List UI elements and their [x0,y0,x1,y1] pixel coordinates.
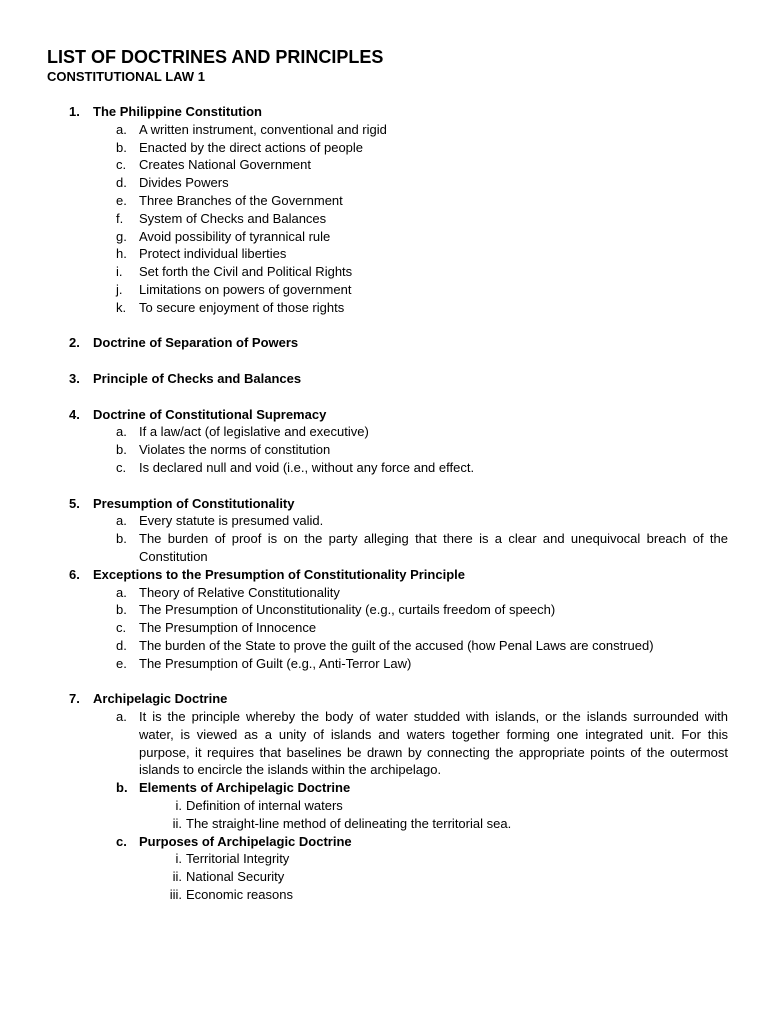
sub-item-label: i. [116,264,123,280]
item-number: 3. [69,370,80,386]
sub-item-text: The burden of the State to prove the guilt of the accused (how Penal Laws are construed) [139,637,654,653]
doctrine-item [47,495,728,566]
nested-sub-item-label: i. [175,798,182,814]
nested-sub-item [47,797,728,815]
sub-item-label: f. [116,210,124,226]
nested-sub-item-text: National Security [186,869,285,885]
sub-item-label: c. [116,833,127,849]
list-spacer [47,352,728,370]
sub-item-label: e. [116,192,127,208]
sub-item-text: Three Branches of the Government [139,192,343,208]
item-heading-text: Doctrine of Constitutional Supremacy [93,406,327,422]
sub-item-label: a. [116,709,127,725]
item-number: 5. [69,495,80,511]
sub-item [47,441,728,459]
sub-item-text: The burden of proof is on the party alleging that there is a clear and unequivocal breach of the Constitution [139,531,728,564]
sub-item [47,281,728,299]
item-heading-text: Doctrine of Separation of Powers [93,335,299,351]
doctrine-heading [47,370,728,388]
sub-item-label: b. [116,531,127,547]
sub-item-text: If a law/act (of legislative and executive) [139,424,369,440]
nested-sub-item-text: Definition of internal waters [186,798,343,814]
list-spacer [47,388,728,406]
doctrine-list [47,103,728,904]
doctrine-heading [47,406,728,424]
sub-item-text: Elements of Archipelagic Doctrine [139,780,351,796]
nested-sub-list [47,850,728,903]
sub-item-text: System of Checks and Balances [139,210,327,226]
doctrine-item [47,690,728,904]
sub-item [47,601,728,619]
sub-item-text: Theory of Relative Constitutionality [139,584,340,600]
sub-item-label: j. [116,281,123,297]
doctrine-heading [47,334,728,352]
sub-item-text: Protect individual liberties [139,246,287,262]
item-heading-text: Principle of Checks and Balances [93,370,302,386]
sub-item-label: d. [116,637,127,653]
document-subtitle: CONSTITUTIONAL LAW 1 [47,69,205,84]
sub-item [47,779,728,797]
doctrine-item [47,566,728,673]
sub-item [47,192,728,210]
sub-item [47,121,728,139]
sub-item-text: The Presumption of Innocence [139,620,317,636]
sub-item-text: Limitations on powers of government [139,281,352,297]
sub-item-label: e. [116,655,127,671]
nested-sub-item [47,886,728,904]
doctrine-heading [47,495,728,513]
nested-sub-item-text: The straight-line method of delineating the territorial sea. [186,815,512,831]
sub-item [47,174,728,192]
sub-item [47,459,728,477]
doctrine-item [47,406,728,477]
sub-item-label: b. [116,139,127,155]
sub-item-text: Enacted by the direct actions of people [139,139,364,155]
list-spacer [47,317,728,335]
sub-item-label: d. [116,175,127,191]
item-heading-text: Exceptions to the Presumption of Constitutionality Principle [93,566,465,582]
item-heading-text: The Philippine Constitution [93,104,262,119]
sub-item-label: a. [116,424,127,440]
sub-item-text: Every statute is presumed valid. [139,513,324,529]
sub-item-label: a. [116,584,127,600]
document-title: LIST OF DOCTRINES AND PRINCIPLES [47,47,384,67]
nested-sub-item-label: ii. [172,869,182,885]
nested-sub-item [47,850,728,868]
item-number: 7. [69,691,80,707]
nested-sub-item [47,815,728,833]
sub-item-text: Is declared null and void (i.e., without any force and effect. [139,459,475,475]
doctrine-item [47,103,728,317]
item-number: 4. [69,406,80,422]
sub-item-text: The Presumption of Guilt (e.g., Anti-Terror Law) [139,655,412,671]
sub-item [47,833,728,851]
list-spacer [47,477,728,495]
nested-sub-item-text: Territorial Integrity [186,851,290,867]
doctrine-heading [47,690,728,708]
sub-item-text: Violates the norms of constitution [139,442,331,458]
nested-sub-list [47,797,728,833]
sub-item-label: c. [116,620,127,636]
sub-item-label: c. [116,459,127,475]
sub-item [47,584,728,602]
sub-item-label: h. [116,246,127,262]
sub-item-text: It is the principle whereby the body of water studded with islands, or the islands surrounded with water, is viewed as a unity of islands and waters together forming one integrated unit. For this purpose, it requires that baselines be drawn by connecting the appropriate points of the outermost islands to encircle the islands within the archipelago. [139,709,728,778]
sub-list [47,708,728,904]
sub-item [47,637,728,655]
item-number: 1. [69,104,80,119]
sub-item [47,619,728,637]
sub-item [47,245,728,263]
sub-item-text: To secure enjoyment of those rights [139,299,345,315]
sub-item [47,156,728,174]
sub-item [47,263,728,281]
sub-item-label: a. [116,121,127,137]
sub-item-label: b. [116,780,128,796]
sub-item-text: Avoid possibility of tyrannical rule [139,228,331,244]
sub-list [47,423,728,476]
nested-sub-item-label: i. [175,851,182,867]
sub-item-text: Creates National Government [139,157,311,173]
sub-item-text: The Presumption of Unconstitutionality (e.g., curtails freedom of speech) [139,602,556,618]
sub-item-label: g. [116,228,127,244]
sub-item [47,512,728,530]
sub-item [47,139,728,157]
doctrine-heading [47,566,728,584]
sub-list [47,121,728,317]
item-number: 2. [69,335,80,351]
sub-item-label: a. [116,513,127,529]
sub-item [47,708,728,779]
sub-item [47,423,728,441]
list-spacer [47,673,728,691]
doctrine-item [47,370,728,388]
doctrine-heading [47,103,728,121]
sub-item [47,655,728,673]
nested-sub-item-label: ii. [172,815,182,831]
nested-sub-item-label: iii. [169,887,182,903]
sub-item [47,210,728,228]
sub-item-label: b. [116,602,127,618]
sub-item-text: Divides Powers [139,175,229,191]
nested-sub-item [47,868,728,886]
doctrine-item [47,334,728,352]
sub-item [47,299,728,317]
sub-item [47,530,728,566]
sub-item-label: b. [116,442,127,458]
item-heading-text: Archipelagic Doctrine [93,691,228,707]
item-heading-text: Presumption of Constitutionality [93,495,295,511]
sub-list [47,512,728,565]
sub-item-text: Set forth the Civil and Political Rights [139,264,353,280]
sub-item-label: k. [116,299,127,315]
item-number: 6. [69,566,80,582]
sub-item-label: c. [116,157,127,173]
sub-item-text: Purposes of Archipelagic Doctrine [139,833,352,849]
sub-item [47,228,728,246]
sub-list [47,584,728,673]
sub-item-text: A written instrument, conventional and rigid [139,121,387,137]
nested-sub-item-text: Economic reasons [186,887,293,903]
